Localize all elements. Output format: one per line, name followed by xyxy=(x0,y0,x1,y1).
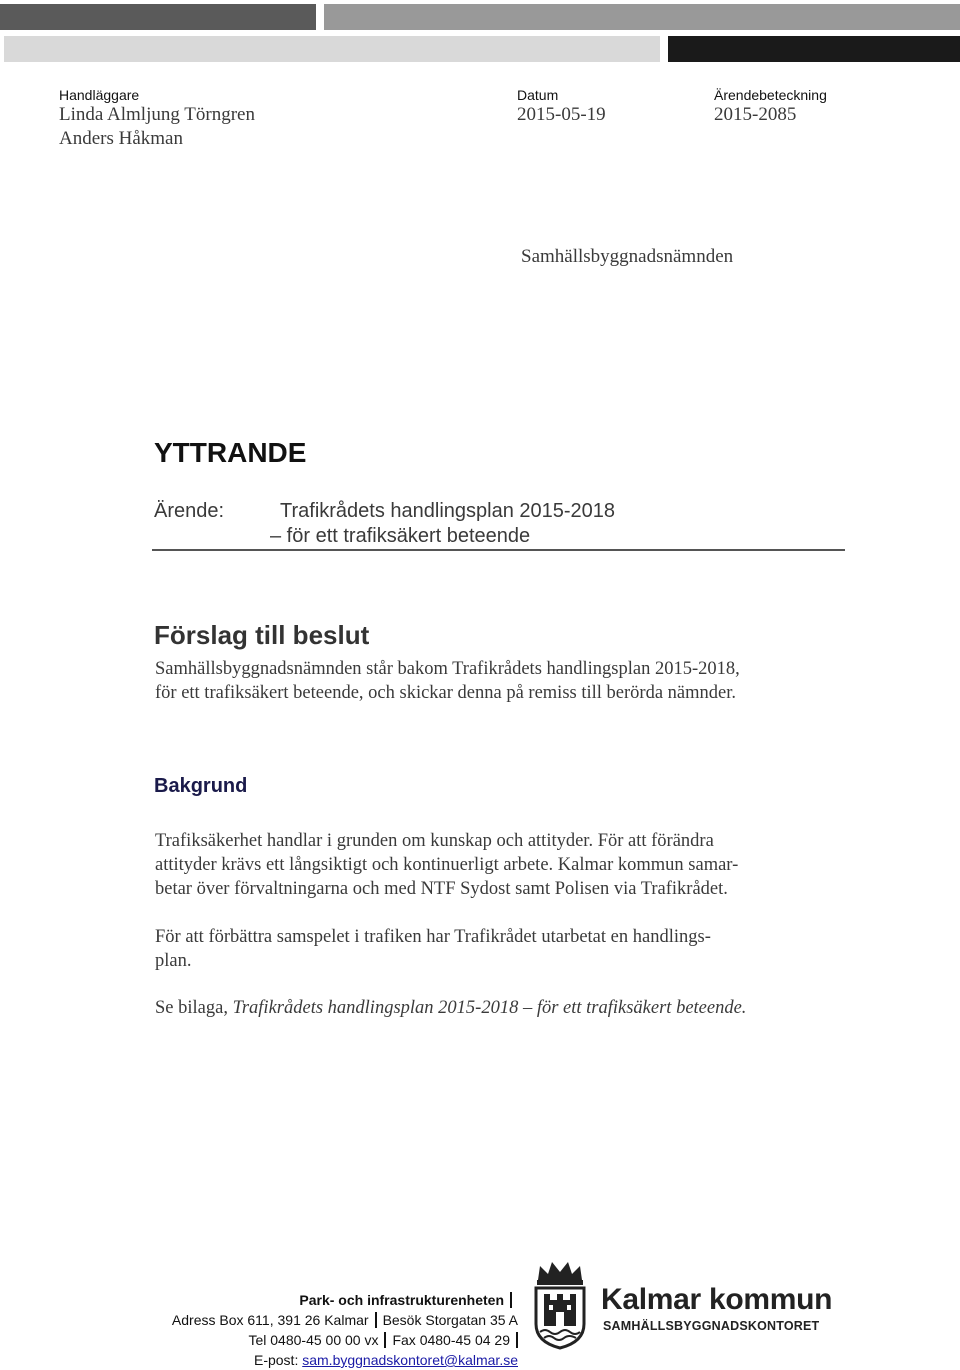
doc-type-title: YTTRANDE xyxy=(154,437,307,468)
handlaggare-block xyxy=(59,87,255,151)
handlaggare-name-2: Anders Håkman xyxy=(59,128,183,149)
header-bar-dark xyxy=(0,4,316,30)
background-para-1-line-2: attityder krävs ett långsiktigt och kontinuerligt arbete. Kalmar kommun samar- xyxy=(155,855,739,875)
footer-separator xyxy=(375,1312,377,1328)
background-para-2-line-2: plan. xyxy=(155,951,192,971)
proposal-heading: Förslag till beslut xyxy=(154,620,370,650)
background-heading: Bakgrund xyxy=(154,775,248,797)
footer-email-link[interactable]: sam.byggnadskontoret@kalmar.se xyxy=(302,1352,518,1368)
arende-block xyxy=(714,87,827,127)
handlaggare-name-1: Linda Almljung Törngren xyxy=(59,104,255,125)
footer-separator xyxy=(510,1292,512,1308)
subject-line-2: – för ett trafiksäkert beteende xyxy=(270,525,531,547)
logo-subtitle: SAMHÄLLSBYGGNADSKONTORET xyxy=(603,1319,820,1333)
background-para-1-line-1: Trafiksäkerhet handlar i grunden om kunskap och attityder. För att förändra xyxy=(155,831,714,851)
kalmar-coat-of-arms-icon xyxy=(530,1258,590,1350)
recipient: Samhällsbyggnadsnämnden xyxy=(521,246,734,267)
attachment-title: Trafikrådets handlingsplan 2015-2018 – för ett trafiksäkert beteende. xyxy=(232,998,747,1018)
footer-contact xyxy=(172,1290,518,1370)
footer-address: Adress Box 611, 391 26 Kalmar xyxy=(171,1312,369,1328)
footer-separator xyxy=(516,1332,518,1348)
datum-value: 2015-05-19 xyxy=(517,104,606,125)
footer-tel: Tel 0480-45 00 00 vx xyxy=(248,1332,379,1348)
subject-label: Ärende: xyxy=(154,500,225,522)
proposal-line-1: Samhällsbyggnadsnämnden står bakom Trafikrådets handlingsplan 2015-2018, xyxy=(155,659,740,679)
footer-separator xyxy=(384,1332,386,1348)
footer-fax: Fax 0480-45 04 29 xyxy=(392,1332,510,1348)
handlaggare-label: Handläggare xyxy=(59,87,140,103)
arende-value: 2015-2085 xyxy=(714,104,797,125)
background-para-1 xyxy=(155,829,738,901)
header-bar-black xyxy=(668,36,960,62)
datum-label: Datum xyxy=(517,87,559,103)
arende-label: Ärendebeteckning xyxy=(714,87,827,103)
footer-unit: Park- och infrastrukturenheten xyxy=(299,1292,504,1308)
footer-email-label: E-post: xyxy=(253,1352,303,1368)
attachment-prefix: Se bilaga, xyxy=(155,998,233,1018)
background-para-2 xyxy=(155,925,711,973)
proposal-text xyxy=(155,657,740,705)
header-bar-mid xyxy=(324,4,960,30)
background-para-2-line-1: För att förbättra samspelet i trafiken har Trafikrådet utarbetat en handlings- xyxy=(155,927,711,947)
logo-name: Kalmar kommun xyxy=(601,1283,833,1316)
background-para-1-line-3: betar över förvaltningarna och med NTF Sydost samt Polisen via Trafikrådet. xyxy=(155,879,728,899)
proposal-line-2: för ett trafiksäkert beteende, och skickar denna på remiss till berörda nämnder. xyxy=(155,683,736,703)
footer-visit: Besök Storgatan 35 A xyxy=(382,1312,518,1328)
subject-divider xyxy=(152,549,845,551)
header-bar-light xyxy=(4,36,660,62)
datum-block xyxy=(517,87,606,127)
subject-line-1: Trafikrådets handlingsplan 2015-2018 xyxy=(280,500,616,522)
background-para-3 xyxy=(155,996,746,1020)
